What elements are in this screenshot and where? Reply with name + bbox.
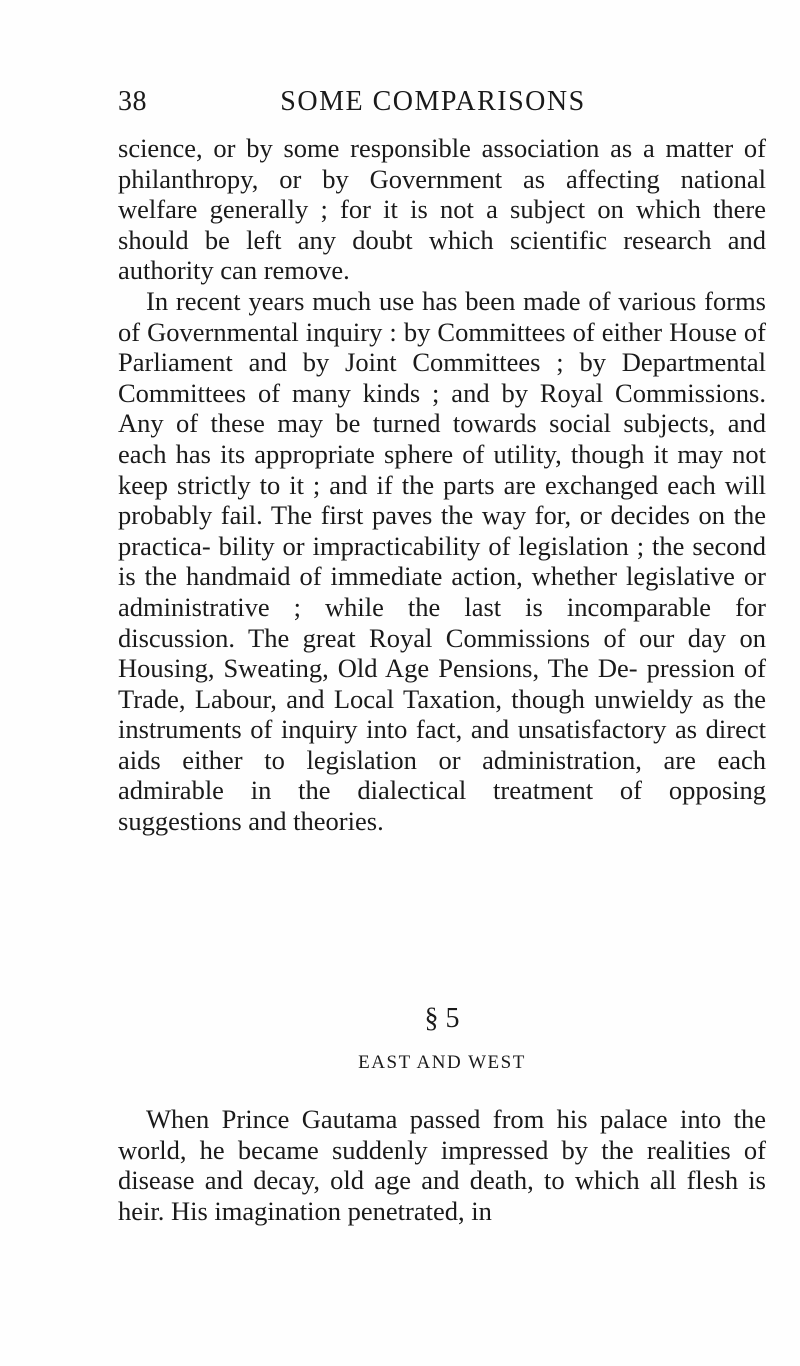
page-number: 38 — [118, 86, 147, 117]
section-number: § 5 — [424, 1003, 460, 1034]
body-text-lower — [118, 1104, 766, 1226]
paragraph-prince-gautama: When Prince Gautama passed from his palace into the world, he became suddenly impressed by the realities of disease and decay, old age and death, to which all flesh is heir. His imagination penetrated, in — [118, 1104, 766, 1226]
paragraph-continued: science, or by some responsible association as a matter of philanthropy, or by Government as affecting national welfare generally ; for it is not a subject on which there should be left any doubt which scientific research and authority can remove. — [118, 133, 766, 286]
body-text-upper — [118, 133, 766, 837]
paragraph-governmental-inquiry: In recent years much use has been made of various forms of Governmental inquiry : by Committees of either House of Parliament and by Joint Committees ; by Departmental Committees of many kinds ; and by Royal Commissions. Any of these may be turned towards social subjects, and each has its appropriate sphere of utility, though it may not keep strictly to it ; and if the parts are exchanged each will probably fail. The first paves the way for, or decides on the practica- bility or impracticability of legislation ; the second is the handmaid of immediate action, whether legislative or administrative ; while the last is incomparable for discussion. The great Royal Commissions of our day on Housing, Sweating, Old Age Pensions, The De- pression of Trade, Labour, and Local Taxation, though unwieldy as the instruments of inquiry into fact, and unsatisfactory as direct aids either to legislation or administration, are each admirable in the dialectical treatment of opposing suggestions and theories. — [118, 285, 766, 837]
running-title: SOME COMPARISONS — [280, 86, 586, 117]
section-title: EAST AND WEST — [358, 1052, 526, 1073]
running-head — [118, 86, 748, 126]
